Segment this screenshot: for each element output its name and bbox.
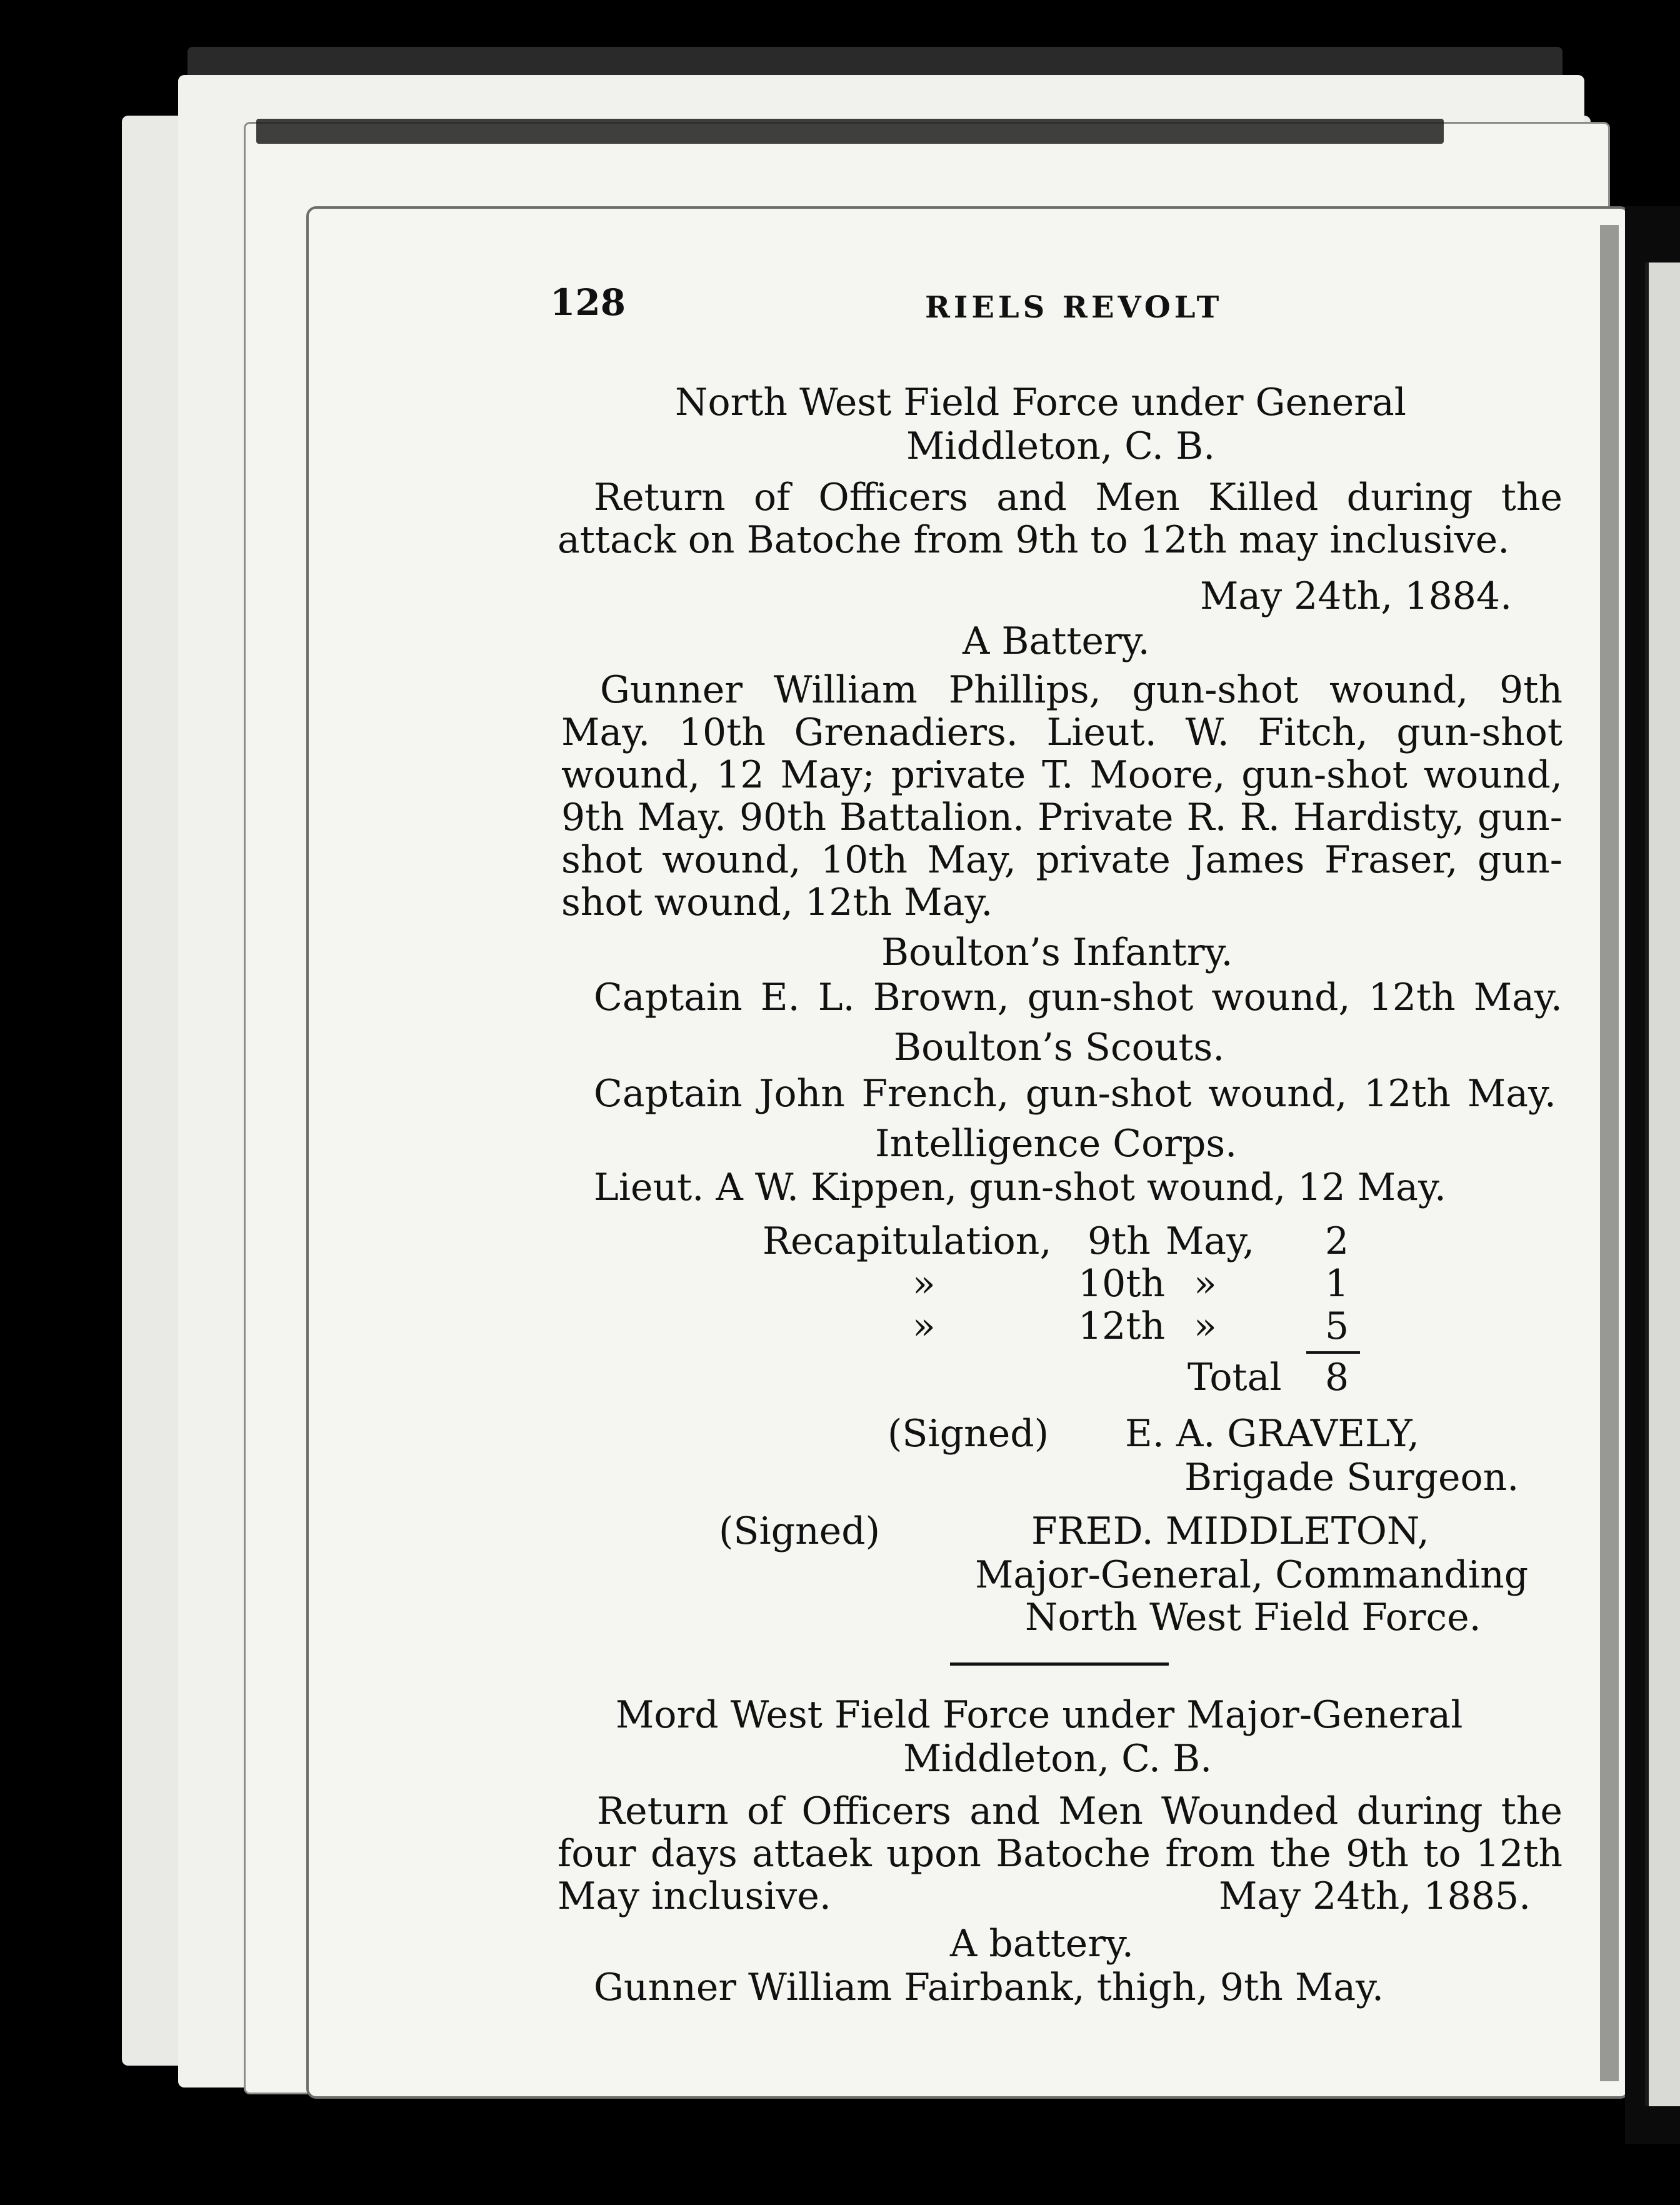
recap-count: 1: [1325, 1262, 1349, 1306]
return-intro-line: attack on Batoche from 9th to 12th may inclusive.: [558, 518, 1510, 562]
page-number: 128: [550, 281, 626, 324]
signatory-name: FRED. MIDDLETON,: [1031, 1509, 1429, 1553]
casualty-text-line: May. 10th Grenadiers. Lieut. W. Fitch, gun-shot: [561, 711, 1562, 754]
signatory-title: Major-General, Commanding: [975, 1553, 1529, 1597]
recap-label: Recapitulation,: [762, 1219, 1052, 1263]
casualty-text-line: wound, 12 May; private T. Moore, gun-shot wound,: [561, 753, 1562, 797]
torn-page-edge: [256, 119, 1444, 144]
return-intro-line: Return of Officers and Men Wounded during the: [597, 1789, 1562, 1833]
section-heading: A battery.: [950, 1922, 1134, 1966]
signatory-title: Brigade Surgeon.: [1184, 1456, 1519, 1499]
recap-ditto: »: [912, 1304, 936, 1348]
casualty-text-line: shot wound, 10th May, private James Fraser, gun-: [561, 838, 1562, 882]
recap-month: May,: [1166, 1219, 1255, 1263]
page-edge-stain: [1600, 225, 1619, 2081]
recap-ditto: »: [912, 1262, 936, 1306]
casualty-text-line: Gunner William Phillips, gun-shot wound, 9th: [600, 668, 1562, 712]
recap-total-value: 8: [1325, 1356, 1349, 1399]
casualty-text-line: Captain E. L. Brown, gun-shot wound, 12th May.: [594, 976, 1562, 1019]
section-heading: Boulton’s Scouts.: [894, 1026, 1225, 1069]
recap-month: »: [1194, 1304, 1217, 1348]
recap-total-label: Total: [1188, 1356, 1282, 1399]
casualty-text-line: shot wound, 12th May.: [561, 881, 993, 924]
book-page: [550, 275, 1562, 2012]
return-date: May 24th, 1885.: [1219, 1874, 1531, 1918]
return-date: May 24th, 1884.: [1200, 574, 1512, 618]
recap-day: 9th: [1088, 1219, 1151, 1263]
recap-count: 2: [1325, 1219, 1349, 1263]
recap-month: »: [1194, 1262, 1217, 1306]
running-title: RIELS REVOLT: [925, 290, 1223, 325]
section-heading: Boulton’s Infantry.: [881, 931, 1233, 974]
casualty-text-line: Gunner William Fairbank, thigh, 9th May.: [594, 1966, 1384, 2009]
section-heading: Intelligence Corps.: [875, 1122, 1238, 1166]
return-title-line: Middleton, C. B.: [903, 1737, 1212, 1781]
casualty-text-line: Captain John French, gun-shot wound, 12th May.: [594, 1072, 1556, 1116]
signatory-name: E. A. GRAVELY,: [1125, 1412, 1419, 1456]
casualty-text-line: Lieut. A W. Kippen, gun-shot wound, 12 May.: [594, 1166, 1446, 1209]
section-divider: [950, 1662, 1169, 1666]
return-title-line: Middleton, C. B.: [906, 424, 1216, 468]
casualty-text-line: 9th May. 90th Battalion. Private R. R. Hardisty, gun-: [561, 796, 1562, 839]
return-intro-line: May inclusive.: [558, 1874, 831, 1918]
recap-day: 10th: [1078, 1262, 1166, 1306]
sum-rule: [1306, 1351, 1360, 1354]
return-intro-line: four days attaek upon Batoche from the 9th to 12th: [558, 1832, 1562, 1876]
return-title-line: Mord West Field Force under Major-General: [616, 1693, 1463, 1737]
facing-page-sliver: [1645, 262, 1680, 2106]
recap-count: 5: [1325, 1304, 1349, 1348]
return-intro-line: Return of Officers and Men Killed during the: [594, 476, 1562, 519]
recap-day: 12th: [1078, 1304, 1166, 1348]
signed-label: (Signed): [719, 1509, 881, 1553]
return-title-line: North West Field Force under General: [675, 381, 1406, 424]
signed-label: (Signed): [888, 1412, 1049, 1456]
section-heading: A Battery.: [962, 619, 1150, 663]
signatory-title: North West Field Force.: [1025, 1596, 1481, 1639]
